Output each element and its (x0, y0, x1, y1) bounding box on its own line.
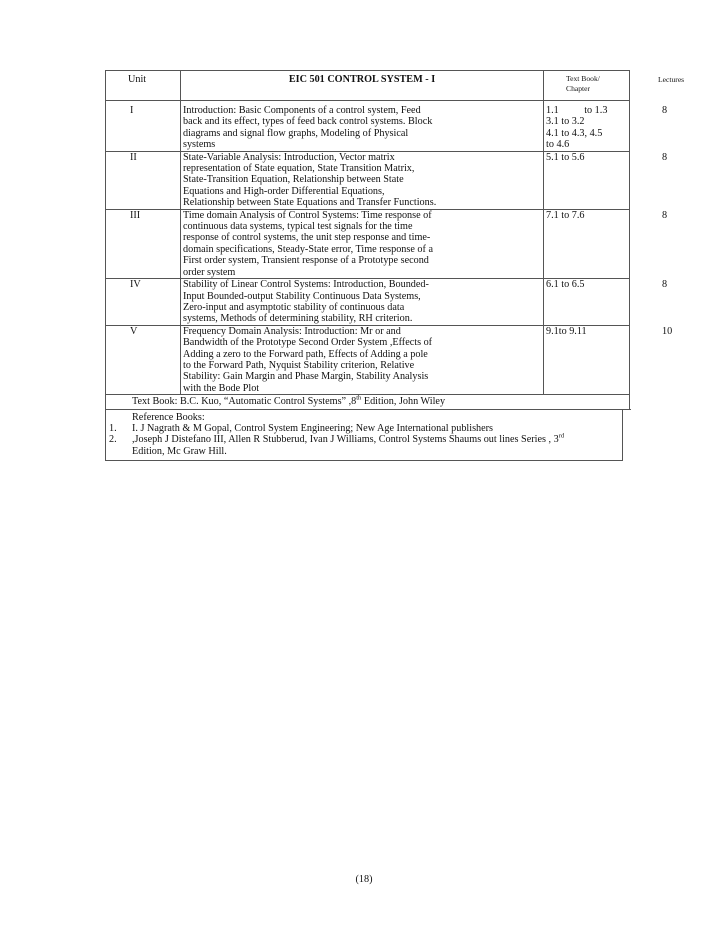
header-text-book (544, 71, 630, 101)
reference-text: ,Joseph J Distefano III, Allen R Stubberud, Ivan J Williams, Control Systems Shaums out lines Series , 3 (132, 434, 559, 446)
reference-number: 1. (109, 422, 117, 434)
table-row: III Time domain Analysis of Control Systems: Time response of continuous data systems, typical test signals for the time response of control systems, the unit step response and time- domain specifications, Steady-State error, Time response of a First order system, Transient response of a Prototype second order system 7.1 to 7.6 8 (106, 209, 630, 278)
syllabus-table (105, 70, 685, 410)
topic-line: Equations and High-order Differential Equations, (183, 185, 385, 197)
text-book-tail: Edition, John Wiley (361, 396, 446, 408)
table-row: II State-Variable Analysis: Introduction, Vector matrix representation of State equation, State Transition Matrix, State-Transition Equation, Relationship between State Equations and High-order Differential Equations, Relationship between State Equations and Transfer Functions. 5.1 to 5.6 8 (106, 151, 630, 209)
topic-line: Zero-input and asymptotic stability of continuous data (183, 301, 405, 313)
unit-number: III (106, 209, 181, 278)
topic-line: Relationship between State Equations and Transfer Functions. (183, 197, 437, 209)
header-text-book-line2: Chapter (566, 84, 591, 93)
topic-line: systems, Methods of determining stability, RH criterion. (183, 313, 413, 325)
unit-number: V (106, 325, 181, 394)
unit-chapters (544, 209, 630, 278)
table-row: I Introduction: Basic Components of a control system, Feed back and its effect, types of feed back control systems. Block diagrams and signal flow graphs, Modeling of Physical systems 1.1 to 1.3 3.1 to 3.2 4.1 to 4.3, 4.5 to 4.6 8 (106, 101, 630, 152)
reference-number: 2. (109, 434, 117, 446)
text-book-row (106, 395, 630, 409)
topic-line: systems (183, 139, 216, 151)
chapter-line: 1.1 to 1.3 (546, 105, 608, 116)
reference-continuation: Edition, Mc Graw Hill. (132, 445, 227, 457)
reference-text: I. J Nagrath & M Gopal, Control System Engineering; New Age International publishers (132, 422, 494, 434)
table-row: V Frequency Domain Analysis: Introduction: Mr or and Bandwidth of the Prototype Second Order System ,Effects of Adding a zero to the Forward path, Effects of Adding a pole to the Forward Path, Nyquist Stability criterion, Relative Stability: Gain Margin and Phase Margin, Stability Analysis with the Bode Plot 9.1to 9.11 10 (106, 325, 630, 394)
header-text-book-line1: Text Book/ (566, 74, 600, 83)
topic-line: back and its effect, types of feed back control systems. Block (183, 116, 433, 128)
reference-item (109, 422, 622, 434)
topic-line: State-Variable Analysis: Introduction, Vector matrix (183, 151, 395, 163)
topic-line: First order system, Transient response of a Prototype second (183, 255, 429, 267)
chapter-line: 9.1to 9.11 (546, 325, 587, 337)
unit-topics (181, 325, 544, 394)
reference-books (105, 410, 623, 462)
unit-chapters (544, 151, 630, 209)
unit-number: IV (106, 279, 181, 326)
unit-number: II (106, 151, 181, 209)
course-title: EIC 501 CONTROL SYSTEM - I (181, 71, 544, 101)
reference-heading: Reference Books: (132, 411, 205, 423)
topic-line: order system (183, 266, 236, 278)
topic-line: with the Bode Plot (183, 382, 260, 394)
topic-line: to the Forward Path, Nyquist Stability criterion, Relative (183, 359, 415, 371)
topic-line: Introduction: Basic Components of a control system, Feed (183, 105, 421, 116)
chapter-line: 5.1 to 5.6 (546, 151, 585, 163)
chapter-line: 7.1 to 7.6 (546, 209, 585, 221)
topic-line: diagrams and signal flow graphs, Modeling of Physical (183, 127, 409, 139)
text-book-sup: th (356, 394, 362, 402)
topic-line: Bandwidth of the Prototype Second Order System ,Effects of (183, 337, 433, 349)
text-book-main: Text Book: B.C. Kuo, “Automatic Control Systems” ,8 (132, 396, 357, 408)
unit-chapters (544, 279, 630, 326)
header-unit: Unit (106, 71, 181, 101)
unit-number: I (106, 101, 181, 152)
topic-line: State-Transition Equation, Relationship between State (183, 174, 404, 186)
topic-line: Frequency Domain Analysis: Introduction: Mr or and (183, 325, 401, 337)
unit-chapters (544, 325, 630, 394)
syllabus-sheet (105, 70, 685, 461)
unit-topics (181, 279, 544, 326)
topic-line: response of control systems, the unit step response and time- (183, 232, 431, 244)
text-book-cell (106, 395, 630, 409)
topic-line: representation of State equation, State Transition Matrix, (183, 163, 415, 175)
topic-line: Stability: Gain Margin and Phase Margin, Stability Analysis (183, 371, 429, 383)
unit-topics (181, 101, 544, 152)
page-number: (18) (355, 874, 373, 885)
topic-line: Stability of Linear Control Systems: Introduction, Bounded- (183, 279, 429, 291)
unit-topics (181, 151, 544, 209)
reference-item (109, 432, 622, 446)
chapter-line: to 4.6 (546, 139, 570, 151)
topic-line: Adding a zero to the Forward path, Effects of Adding a pole (183, 348, 428, 360)
topic-line: domain specifications, Steady-State error, Time response of a (183, 243, 433, 255)
table-header-row: Unit EIC 501 CONTROL SYSTEM - I Text Book/ Chapter Lectures (106, 71, 630, 101)
reference-sup: rd (558, 432, 565, 440)
topic-line: continuous data systems, typical test signals for the time (183, 221, 413, 233)
topic-line: Time domain Analysis of Control Systems: Time response of (183, 209, 432, 221)
table-row: IV Stability of Linear Control Systems: Introduction, Bounded- Input Bounded-output Stability Continuous Data Systems, Zero-input and asymptotic stability of continuous data systems, Methods of determining stability, RH criterion. 6.1 to 6.5 8 (106, 279, 630, 326)
unit-topics (181, 209, 544, 278)
chapter-line: 3.1 to 3.2 (546, 116, 585, 128)
unit-chapters (544, 101, 630, 152)
chapter-line: 4.1 to 4.3, 4.5 (546, 127, 603, 139)
topic-line: Input Bounded-output Stability Continuous Data Systems, (183, 290, 421, 302)
chapter-line: 6.1 to 6.5 (546, 279, 585, 291)
